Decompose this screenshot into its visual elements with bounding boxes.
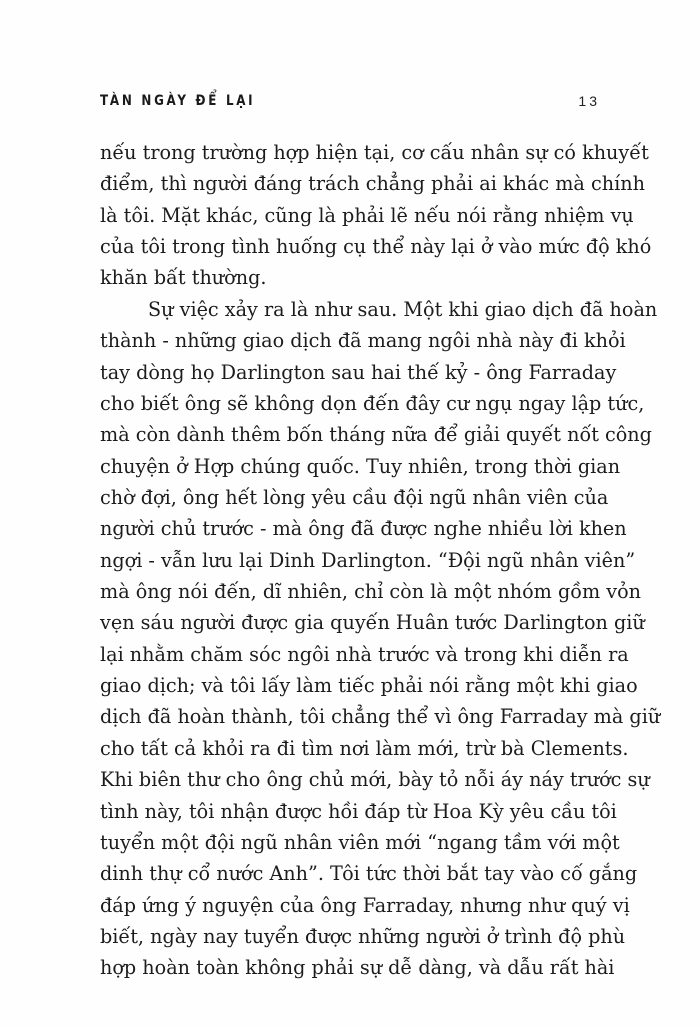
text-line: biết, ngày nay tuyển được những người ở trình độ phù xyxy=(100,924,626,948)
text-line: nếu trong trường hợp hiện tại, cơ cấu nhân sự có khuyết xyxy=(100,141,649,164)
page-number: 13 xyxy=(578,93,600,109)
text-line: hợp hoàn toàn không phải sự dễ dàng, và dẫu rất hài xyxy=(100,956,615,980)
paragraph xyxy=(100,137,652,294)
text-line: vẹn sáu người được gia quyến Huân tước Darlington giữ xyxy=(100,611,645,635)
text-line: chờ đợi, ông hết lòng yêu cầu đội ngũ nhân viên của xyxy=(100,485,609,509)
text-line: dinh thự cổ nước Anh”. Tôi tức thời bắt tay vào cố gắng xyxy=(100,862,638,886)
running-title: TÀN NGÀY ĐỂ LẠI xyxy=(100,93,256,109)
text-line: là tôi. Mặt khác, cũng là phải lẽ nếu nói rằng nhiệm vụ xyxy=(100,203,634,227)
text-line: chuyện ở Hợp chúng quốc. Tuy nhiên, trong thời gian xyxy=(100,454,621,478)
text-line: mà còn dành thêm bốn tháng nữa để giải quyết nốt công xyxy=(100,423,652,447)
text-line: thành - những giao dịch đã mang ngôi nhà này đi khỏi xyxy=(100,329,626,353)
text-line: ngợi - vẫn lưu lại Dinh Darlington. “Đội ngũ nhân viên” xyxy=(100,548,636,572)
page-header xyxy=(100,93,600,113)
paragraph xyxy=(100,294,661,984)
text-line: khăn bất thường. xyxy=(100,266,267,290)
body-text xyxy=(100,137,661,984)
text-line: Sự việc xảy ra là như sau. Một khi giao dịch đã hoàn xyxy=(148,297,658,321)
text-line: giao dịch; và tôi lấy làm tiếc phải nói rằng một khi giao xyxy=(100,674,638,698)
text-line: điểm, thì người đáng trách chẳng phải ai khác mà chính xyxy=(100,172,645,196)
text-line: tuyển một đội ngũ nhân viên mới “ngang tầm với một xyxy=(100,830,620,854)
text-line: Khi biên thư cho ông chủ mới, bày tỏ nỗi áy náy trước sự xyxy=(100,768,650,792)
text-line: người chủ trước - mà ông đã được nghe nhiều lời khen xyxy=(100,517,627,541)
text-line: lại nhằm chăm sóc ngôi nhà trước và trong khi diễn ra xyxy=(100,642,629,666)
text-line: cho biết ông sẽ không dọn đến đây cư ngụ ngay lập tức, xyxy=(100,391,645,415)
text-line: mà ông nói đến, dĩ nhiên, chỉ còn là một nhóm gồm vỏn xyxy=(100,580,642,604)
text-line: tình này, tôi nhận được hồi đáp từ Hoa Kỳ yêu cầu tôi xyxy=(100,799,617,823)
text-line: dịch đã hoàn thành, tôi chẳng thể vì ông Farraday mà giữ xyxy=(100,705,661,729)
text-line: cho tất cả khỏi ra đi tìm nơi làm mới, trừ bà Clements. xyxy=(100,736,629,760)
text-line: của tôi trong tình huống cụ thể này lại ở vào mức độ khó xyxy=(100,235,652,259)
text-line: đáp ứng ý nguyện của ông Farraday, nhưng như quý vị xyxy=(100,893,630,917)
text-line: tay dòng họ Darlington sau hai thế kỷ - ông Farraday xyxy=(100,360,617,384)
